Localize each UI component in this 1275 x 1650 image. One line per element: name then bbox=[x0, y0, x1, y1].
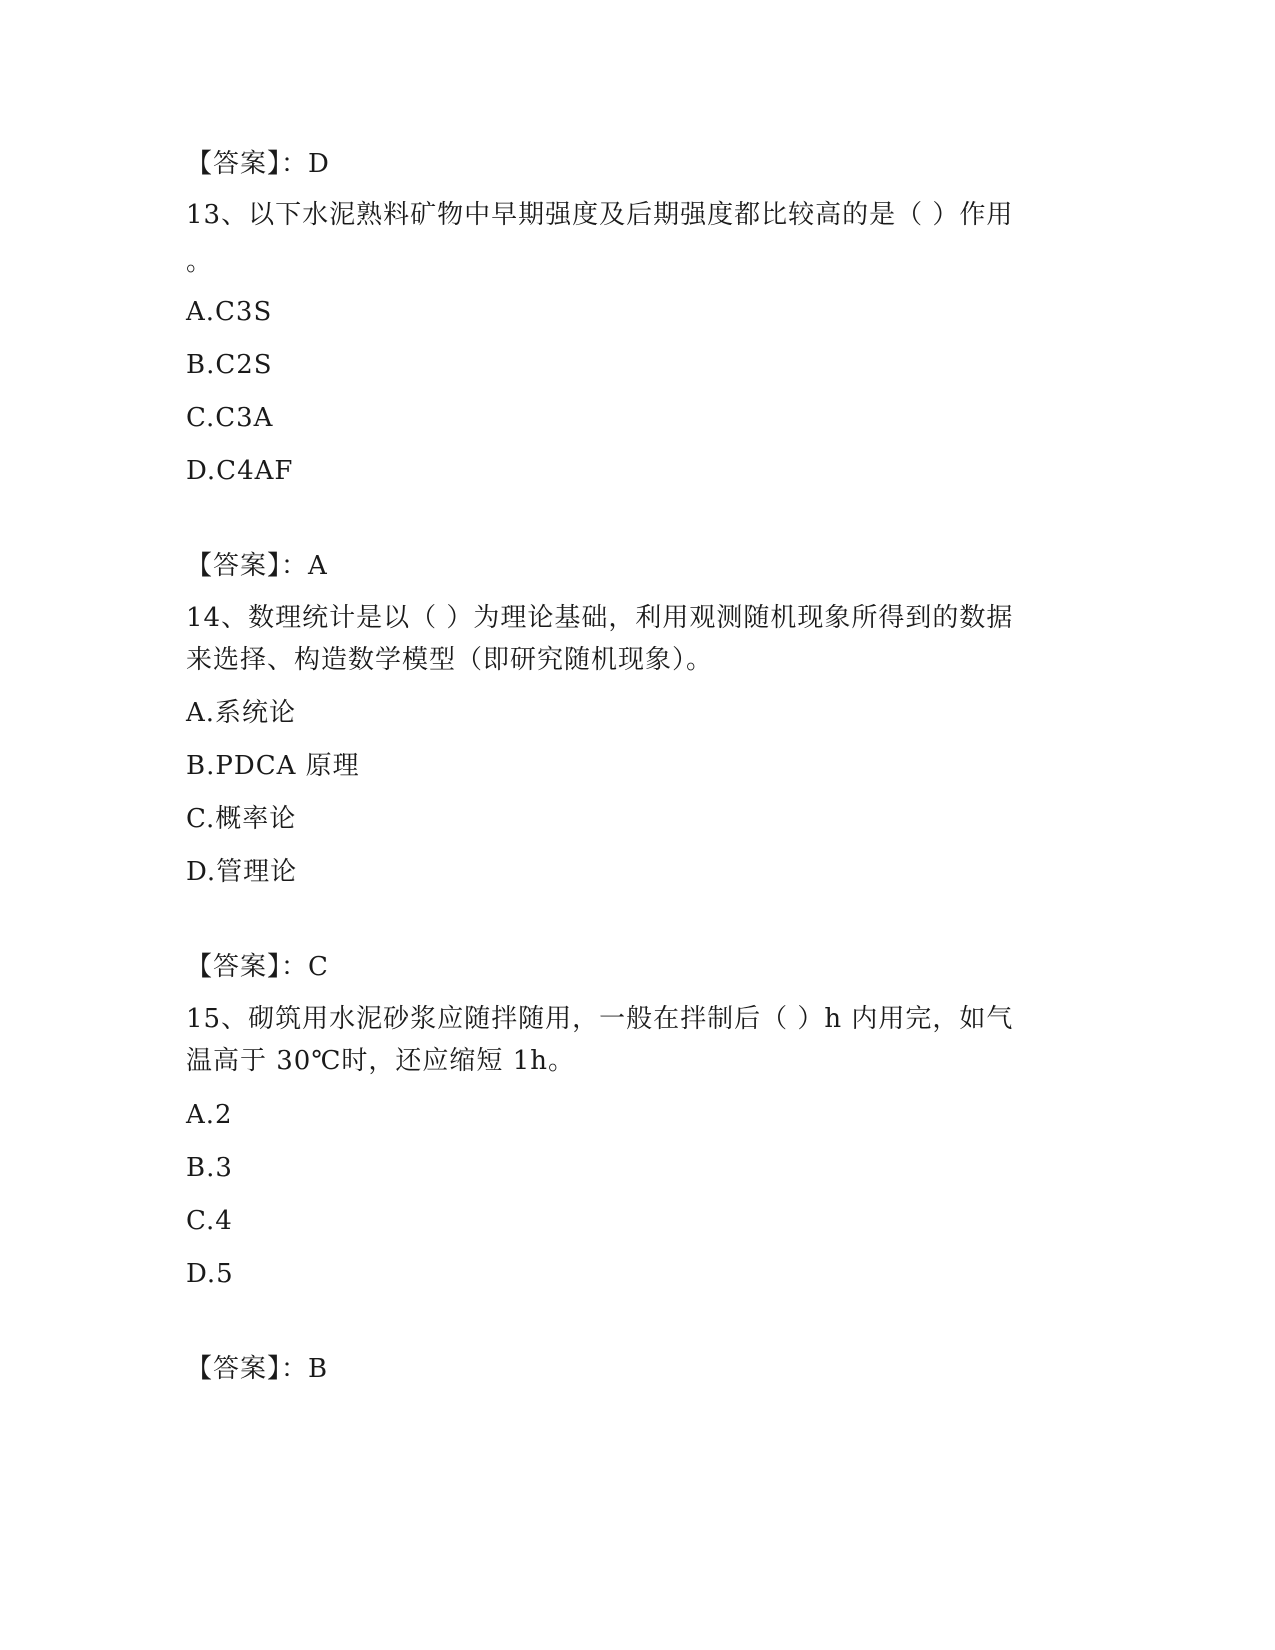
question-14-stem-line1: 14、数理统计是以（ ）为理论基础，利用观测随机现象所得到的数据 bbox=[186, 603, 1014, 633]
question-15-stem-line2: 温高于 30℃时，还应缩短 1h。 bbox=[186, 1046, 575, 1076]
question-13-option-a: A.C3S bbox=[186, 297, 273, 327]
question-15-option-b: B.3 bbox=[186, 1153, 233, 1183]
answer-q15: 【答案】：B bbox=[186, 1354, 329, 1384]
question-14-stem-line2: 来选择、构造数学模型（即研究随机现象）。 bbox=[186, 645, 714, 675]
question-13-stem-line1: 13、以下水泥熟料矿物中早期强度及后期强度都比较高的是（ ）作用 bbox=[186, 200, 1014, 230]
answer-q14: 【答案】：C bbox=[186, 952, 329, 982]
question-15-option-d: D.5 bbox=[186, 1259, 234, 1289]
question-14-option-d: D.管理论 bbox=[186, 857, 298, 887]
question-13-stem-line2: 。 bbox=[186, 247, 214, 277]
question-14-option-a: A.系统论 bbox=[186, 698, 297, 728]
question-13-option-b: B.C2S bbox=[186, 350, 273, 380]
question-13-option-c: C.C3A bbox=[186, 403, 274, 433]
question-15-stem-line1: 15、砌筑用水泥砂浆应随拌随用，一般在拌制后（ ）h 内用完，如气 bbox=[186, 1004, 1014, 1034]
question-15-option-a: A.2 bbox=[186, 1100, 233, 1130]
question-15-option-c: C.4 bbox=[186, 1206, 233, 1236]
question-13-option-d: D.C4AF bbox=[186, 456, 294, 486]
answer-q13: 【答案】：A bbox=[186, 551, 328, 581]
question-14-option-b: B.PDCA 原理 bbox=[186, 751, 360, 781]
question-14-option-c: C.概率论 bbox=[186, 804, 297, 834]
answer-q12: 【答案】：D bbox=[186, 149, 330, 179]
